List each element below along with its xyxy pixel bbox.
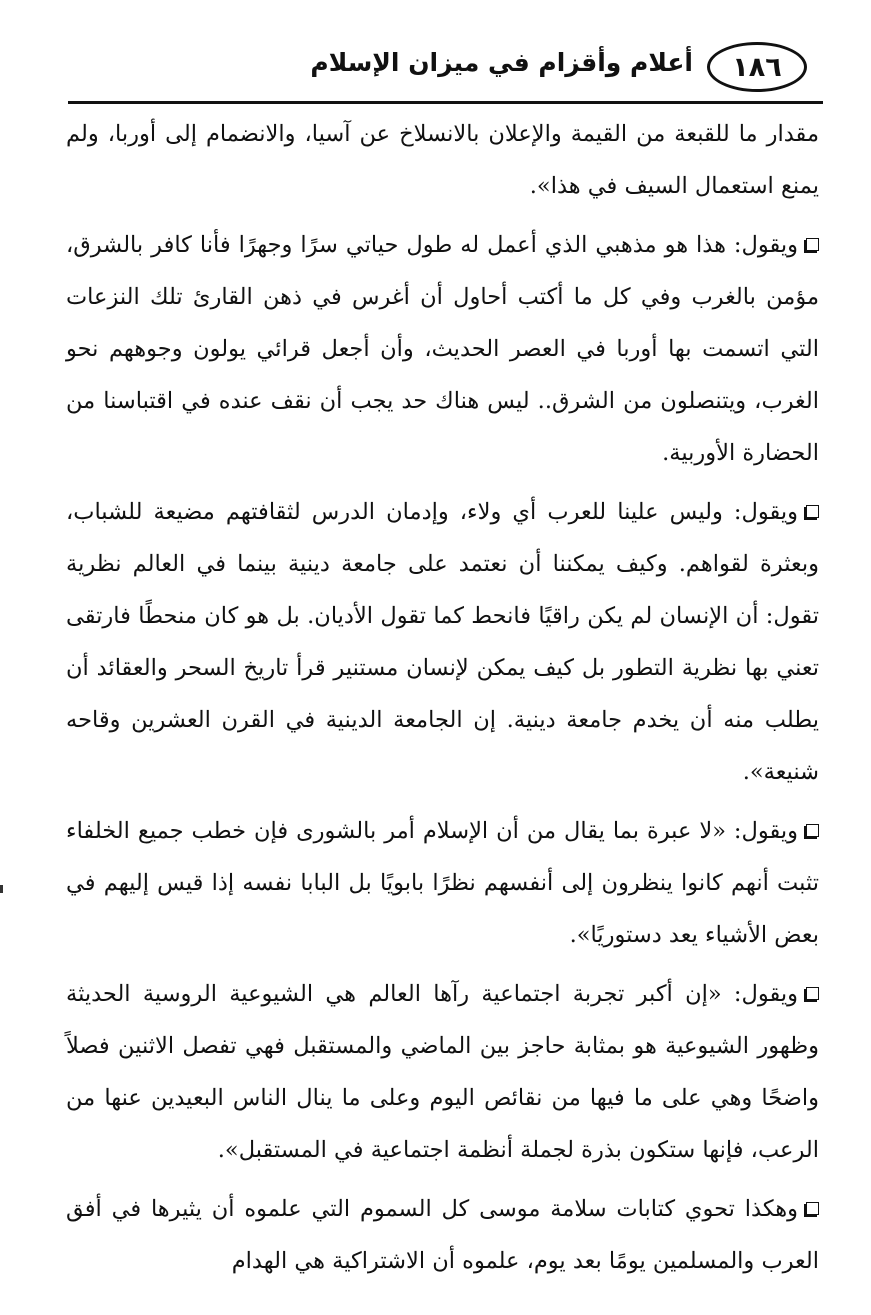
page-number: ١٨٦: [707, 42, 807, 92]
square-bullet-icon: [806, 824, 819, 837]
square-bullet-icon: [806, 987, 819, 1000]
header-divider: [68, 101, 823, 104]
paragraph-text: ويقول: هذا هو مذهبي الذي أعمل له طول حياتي سرًا وجهرًا فأنا كافر بالشرق، مؤمن بالغرب وفي كل ما أكتب أحاول أن أغرس في ذهن القارئ تلك النزعات التي اتسمت بها أوربا في العصر الحديث، وأن أجعل قرائي يولون وجوههم نحو الغرب، ويتنصلون من الشرق.. ليس هناك حد يجب أن نقف عنده في اقتباسنا من الحضارة الأوربية.: [66, 232, 819, 466]
paragraph-text: ويقول: «لا عبرة بما يقال من أن الإسلام أمر بالشورى فإن خطب جميع الخلفاء تثبت أنهم كانوا ينظرون إلى أنفسهم نظرًا بابويًا بل البابا نفسه إذا قيس إليهم في بعض الأشياء يعد دستوريًا».: [66, 818, 819, 948]
paragraph-text: ويقول: «إن أكبر تجربة اجتماعية رآها العالم هي الشيوعية الروسية الحديثة وظهور الشيوعية هو بمثابة حاجز بين الماضي والمستقبل فهي تفصل الاثنين فصلاً واضحًا وهي على ما فيها من نقائص اليوم وعلى ما ينال الناس البعيدين عنها من الرعب، فإنها ستكون بذرة لجملة أنظمة اجتماعية في المستقبل».: [66, 981, 819, 1163]
square-bullet-icon: [806, 238, 819, 251]
paragraph: [66, 1183, 819, 1287]
book-title: أعلام وأقزام في ميزان الإسلام: [310, 48, 693, 77]
paragraph-text: وهكذا تحوي كتابات سلامة موسى كل السموم التي علموه أن يثيرها في أفق العرب والمسلمين يومًا بعد يوم، علموه أن الاشتراكية هي الهدام: [66, 1196, 819, 1274]
paragraph: [66, 108, 819, 212]
square-bullet-icon: [806, 505, 819, 518]
paragraph-text: ويقول: وليس علينا للعرب أي ولاء، وإدمان الدرس لثقافتهم مضيعة للشباب، وبعثرة لقواهم. وكيف يمكننا أن نعتمد على جامعة دينية بينما في العالم نظرية تقول: أن الإنسان لم يكن راقيًا فانحط كما تقول الأديان. بل هو كان منحطًا فارتقى تعني بها نظرية التطور بل كيف يمكن لإنسان مستنير قرأ تاريخ السحر والعقائد أن يطلب منه أن يخدم جامعة دينية. إن الجامعة الدينية في القرن العشرين وقاحه شنيعة».: [66, 499, 819, 785]
paragraph: [66, 486, 819, 798]
paragraph-text: مقدار ما للقبعة من القيمة والإعلان بالانسلاخ عن آسيا، والانضمام إلى أوربا، ولم يمنع استعمال السيف في هذا».: [66, 121, 819, 199]
paragraph: [66, 968, 819, 1176]
scan-edge-mark: [0, 885, 3, 893]
paragraph: [66, 805, 819, 961]
square-bullet-icon: [806, 1202, 819, 1215]
running-head: [68, 40, 823, 102]
body-text: [66, 108, 819, 1294]
paragraph: [66, 219, 819, 479]
